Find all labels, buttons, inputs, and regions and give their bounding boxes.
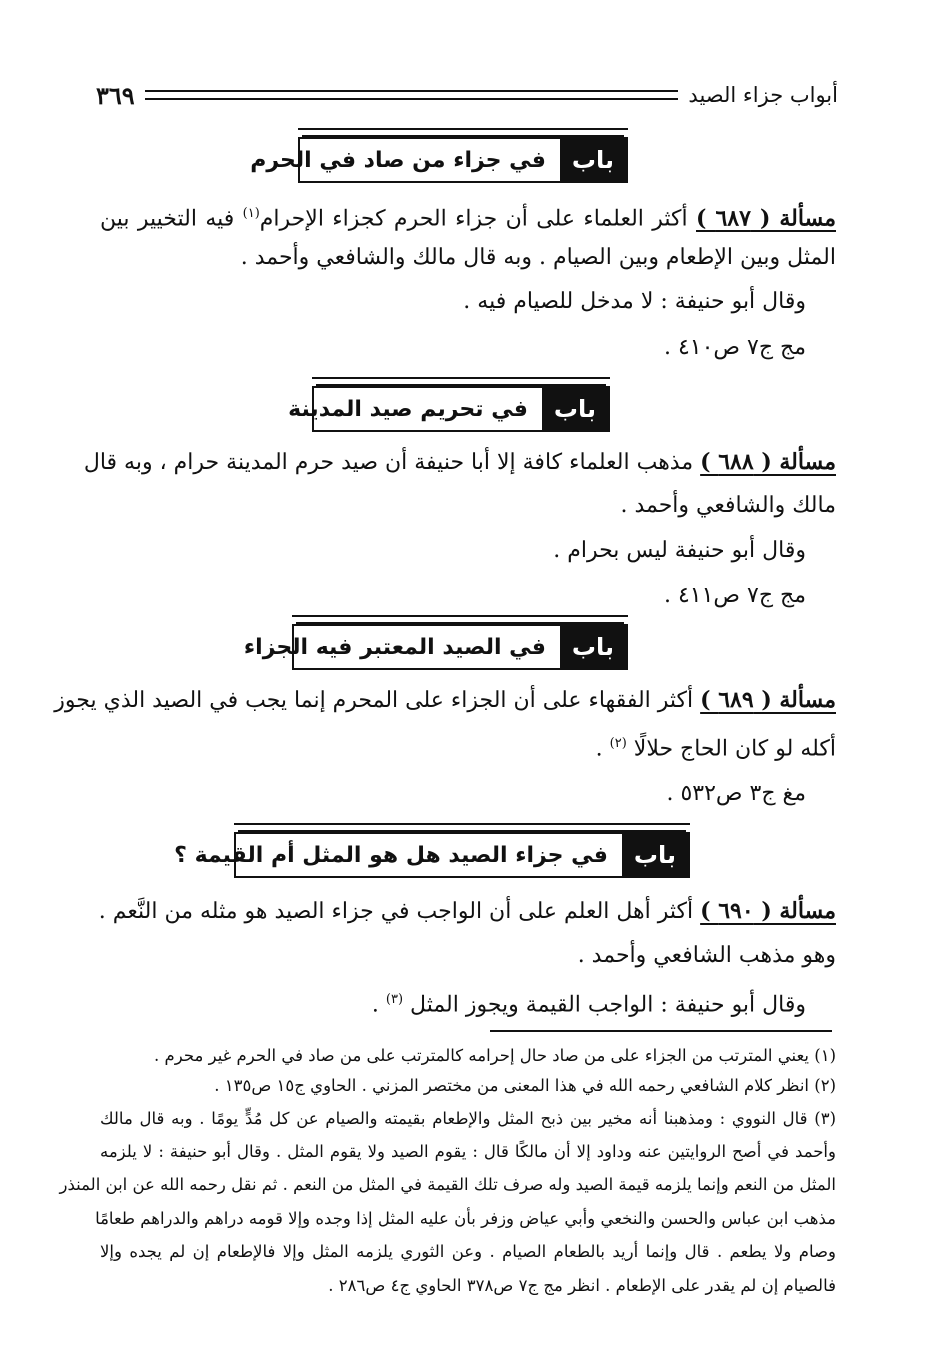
section-690-line-2: وهو مذهب الشافعي وأحمد . [577, 943, 836, 968]
section-688-line-2: مالك والشافعي وأحمد . [620, 493, 836, 518]
masala-label: مسألة ( ٦٨٨ ) [700, 449, 836, 475]
section-689-line-1: مسألة ( ٦٨٩ ) أكثر الفقهاء على أن الجزاء على المحرم إنما يجب في الصيد الذي يجوز [54, 687, 836, 713]
footnote-3-line-4: مذهب ابن عباس والحسن والنخعي وأبي عياض وزفر بأن عليه المثل إذا وجده وإلا قومه دراهم والدراهم طعامًا [95, 1209, 836, 1228]
masala-label: مسألة ( ٦٨٧ ) [696, 205, 836, 232]
chapter-heading-4 [174, 832, 690, 878]
chapter-tag: باب [542, 388, 608, 430]
footnote-divider [490, 1030, 832, 1032]
footnote-marker: (٢) [609, 736, 627, 751]
masala-label: مسألة ( ٦٨٩ ) [700, 687, 836, 713]
footnote-3-line-5: وصام ولا يطعم . قال وإنما أريد بالطعام الصيام . وعن الثوري يلزمه المثل وإلا فالإطعام إن لم يجده وإلا [100, 1242, 836, 1261]
footnote-marker: (١) [242, 206, 260, 221]
running-title: أبواب جزاء الصيد [688, 83, 838, 107]
footnote-3-line-2: وأحمد في أصح الروايتين عنه وداود إلا أن مالكًا قال : يقوم الصيد ولا يقوم المثل . وقال أبو حنيفة : لا يلزمه [100, 1142, 836, 1161]
footnote-marker: (٣) [385, 992, 404, 1007]
page-number: ٣٦٩ [96, 80, 135, 110]
chapter-tag: باب [622, 834, 688, 876]
section-688-reference: مج ج٧ ص٤١١ . [663, 583, 806, 608]
footnote-3-line-6: فالصيام إن لم يقدر على الإطعام . انظر مج ج٧ ص٣٧٨ الحاوي ج٤ ص٢٨٦ . [328, 1276, 836, 1295]
section-687-line-3: وقال أبو حنيفة : لا مدخل للصيام فيه . [463, 289, 806, 314]
footnote-2: (٢) انظر كلام الشافعي رحمه الله في هذا المعنى من مختصر المزني . الحاوي ج١٥ ص١٣٥ . [214, 1076, 836, 1095]
footnote-3-line-1: (٣) قال النووي : ومذهبنا أنه مخير بين ذبح المثل والإطعام بقيمته والصيام عن كل مُدٍّ يومًا . وبه قال مالك [100, 1109, 836, 1128]
chapter-heading-2 [288, 386, 610, 432]
chapter-title: في تحريم صيد المدينة [288, 396, 528, 422]
section-690-line-1: مسألة ( ٦٩٠ ) أكثر أهل العلم على أن الواجب في جزاء الصيد هو مثله من النَّعم . [98, 898, 836, 924]
footnote-1: (١) يعني المترتب من الجزاء على من صاد حال إحرامه كالمترتب على من صاد في الحرم غير محرم . [154, 1046, 836, 1065]
chapter-title: في جزاء من صاد في الحرم [250, 147, 546, 173]
chapter-heading-1 [250, 137, 628, 183]
section-689-line-2: أكله لو كان الحاج حلالًا $^{(٢)}$ . [595, 736, 836, 762]
section-687-reference: مج ج٧ ص٤١٠ . [663, 335, 806, 360]
chapter-tag: باب [560, 139, 626, 181]
section-687-line-2: المثل وبين الإطعام وبين الصيام . وبه قال مالك والشافعي وأحمد . [240, 245, 836, 270]
header-rule [145, 90, 679, 100]
section-689-reference: مغ ج٣ ص٥٣٢ . [666, 781, 806, 806]
running-header [96, 78, 838, 112]
section-687-line-1: مسألة ( ٦٨٧ ) أكثر العلماء على أن جزاء الحرم كجزاء الإحرام$^{(١)}$ فيه التخيير بين [100, 205, 836, 232]
footnote-3-line-3: المثل من النعم وإنما يلزمه قيمة الصيد وله صرف تلك القيمة في المثل من النعم . ثم نقل رحمه الله عن ابن المنذر [59, 1175, 836, 1194]
chapter-tag: باب [560, 626, 626, 668]
section-688-line-3: وقال أبو حنيفة ليس بحرام . [553, 538, 806, 563]
chapter-title: في الصيد المعتبر فيه الجزاء [243, 634, 546, 660]
section-690-line-3: وقال أبو حنيفة : الواجب القيمة ويجوز المثل $^{(٣)}$ . [371, 992, 806, 1018]
section-688-line-1: مسألة ( ٦٨٨ ) مذهب العلماء كافة إلا أبا حنيفة أن صيد حرم المدينة حرام ، وبه قال [83, 449, 836, 475]
chapter-title: في جزاء الصيد هل هو المثل أم القيمة ؟ [174, 842, 608, 868]
chapter-heading-3 [243, 624, 628, 670]
masala-label: مسألة ( ٦٩٠ ) [700, 898, 836, 924]
